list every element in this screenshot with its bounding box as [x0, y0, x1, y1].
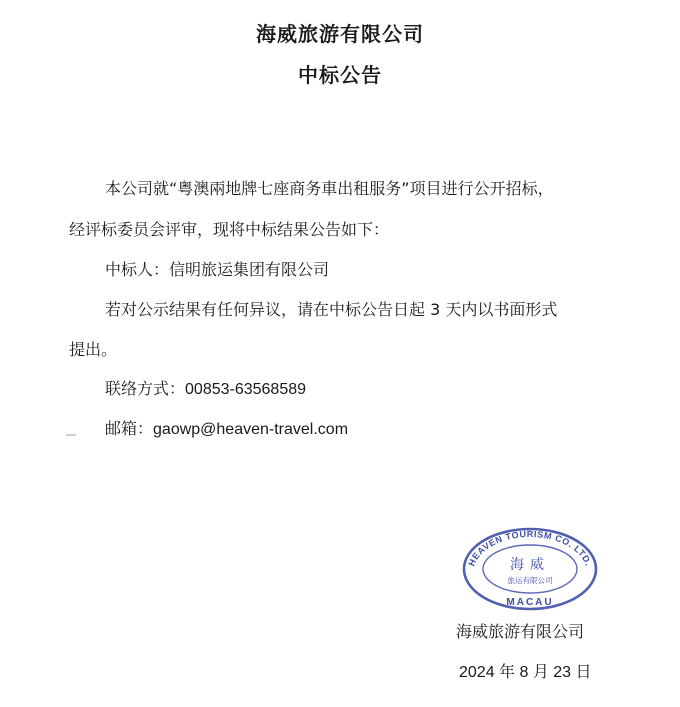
notice-title: 中标公告 [298, 63, 382, 87]
signature-company: 海威旅游有限公司 [456, 622, 585, 641]
company-title: 海威旅游有限公司 [256, 22, 424, 46]
company-seal [461, 525, 599, 611]
contact-line [105, 379, 306, 400]
winner-label: 中标人： [105, 260, 170, 279]
faint-mark [66, 434, 76, 436]
contact-phone: 00853-63568589 [185, 381, 307, 398]
email-value: gaowp@heaven-travel.com [153, 421, 349, 438]
seal-bottom-text: MACAU [506, 597, 554, 608]
contact-label: 联络方式： [105, 379, 186, 398]
signature-date: 2024 年 8 月 23 日 [459, 664, 592, 681]
seal-ring-text: HEAVEN TOURISM CO. LTD. [466, 529, 594, 568]
paragraph-1-line-2: 经评标委员会评审，现将中标结果公告如下： [69, 220, 390, 239]
winner-name: 信明旅运集团有限公司 [169, 260, 330, 279]
winner-line [105, 260, 329, 280]
email-line [105, 419, 348, 440]
seal-center-big: 海威 [510, 557, 550, 573]
objection-line-1: 若对公示结果有任何异议，请在中标公告日起 3 天内以书面形式 [105, 300, 558, 319]
paragraph-1-line-1: 本公司就“粤澳兩地牌七座商务車出租服务”项目进行公开招标， [105, 179, 554, 198]
seal-center-small: 旅运有限公司 [507, 576, 553, 585]
email-label: 邮箱： [105, 419, 154, 438]
objection-line-2: 提出。 [69, 340, 118, 359]
